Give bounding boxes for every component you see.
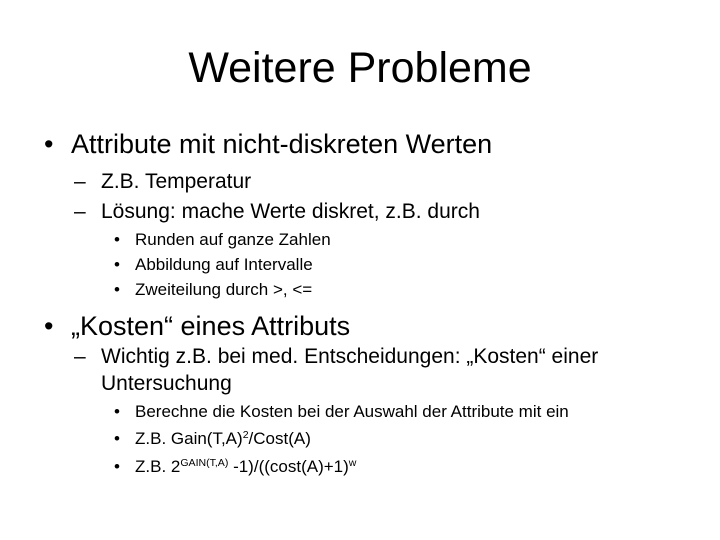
bullet-marker: •: [44, 129, 54, 159]
formula-superscript: w: [348, 457, 357, 470]
formula-gain: [135, 428, 311, 450]
sub-sub-item-text: Berechne die Kosten bei der Auswahl der Attribute mit ein: [135, 402, 569, 421]
formula-part: /Cost(A): [248, 429, 311, 448]
formula-superscript: 2: [242, 429, 249, 442]
sub-sub-item-text: Runden auf ganze Zahlen: [135, 230, 331, 249]
bullet-text: Attribute mit nicht-diskreten Werten: [71, 129, 493, 159]
bullet-marker: •: [114, 429, 120, 448]
bullet-marker: •: [114, 280, 120, 299]
sub-item-text: Z.B. Temperatur: [101, 170, 252, 193]
formula-part: Z.B. 2: [135, 457, 181, 476]
sub-sub-item-text: Zweiteilung durch >, <=: [135, 280, 313, 299]
bullet-marker: •: [44, 311, 54, 341]
sub-item-continuation: Untersuchung: [101, 372, 232, 395]
sub-item-text: Lösung: mache Werte diskret, z.B. durch: [101, 200, 480, 223]
formula-part: -1)/((cost(A)+1): [228, 457, 349, 476]
bullet-marker: •: [114, 230, 120, 249]
dash-marker: –: [74, 170, 86, 193]
dash-marker: –: [74, 200, 86, 223]
slide-title: Weitere Probleme: [188, 44, 532, 92]
sub-item-text: Wichtig z.B. bei med. Entscheidungen: „Kosten“ einer: [101, 345, 599, 368]
bullet-marker: •: [114, 255, 120, 274]
formula-cost: [135, 456, 356, 478]
bullet-marker: •: [114, 457, 120, 476]
formula-superscript: GAIN(T,A): [180, 457, 229, 470]
formula-part: Z.B. Gain(T,A): [135, 429, 243, 448]
bullet-text: „Kosten“ eines Attributs: [71, 311, 351, 341]
bullet-marker: •: [114, 402, 120, 421]
sub-sub-item-text: Abbildung auf Intervalle: [135, 255, 313, 274]
dash-marker: –: [74, 345, 86, 368]
